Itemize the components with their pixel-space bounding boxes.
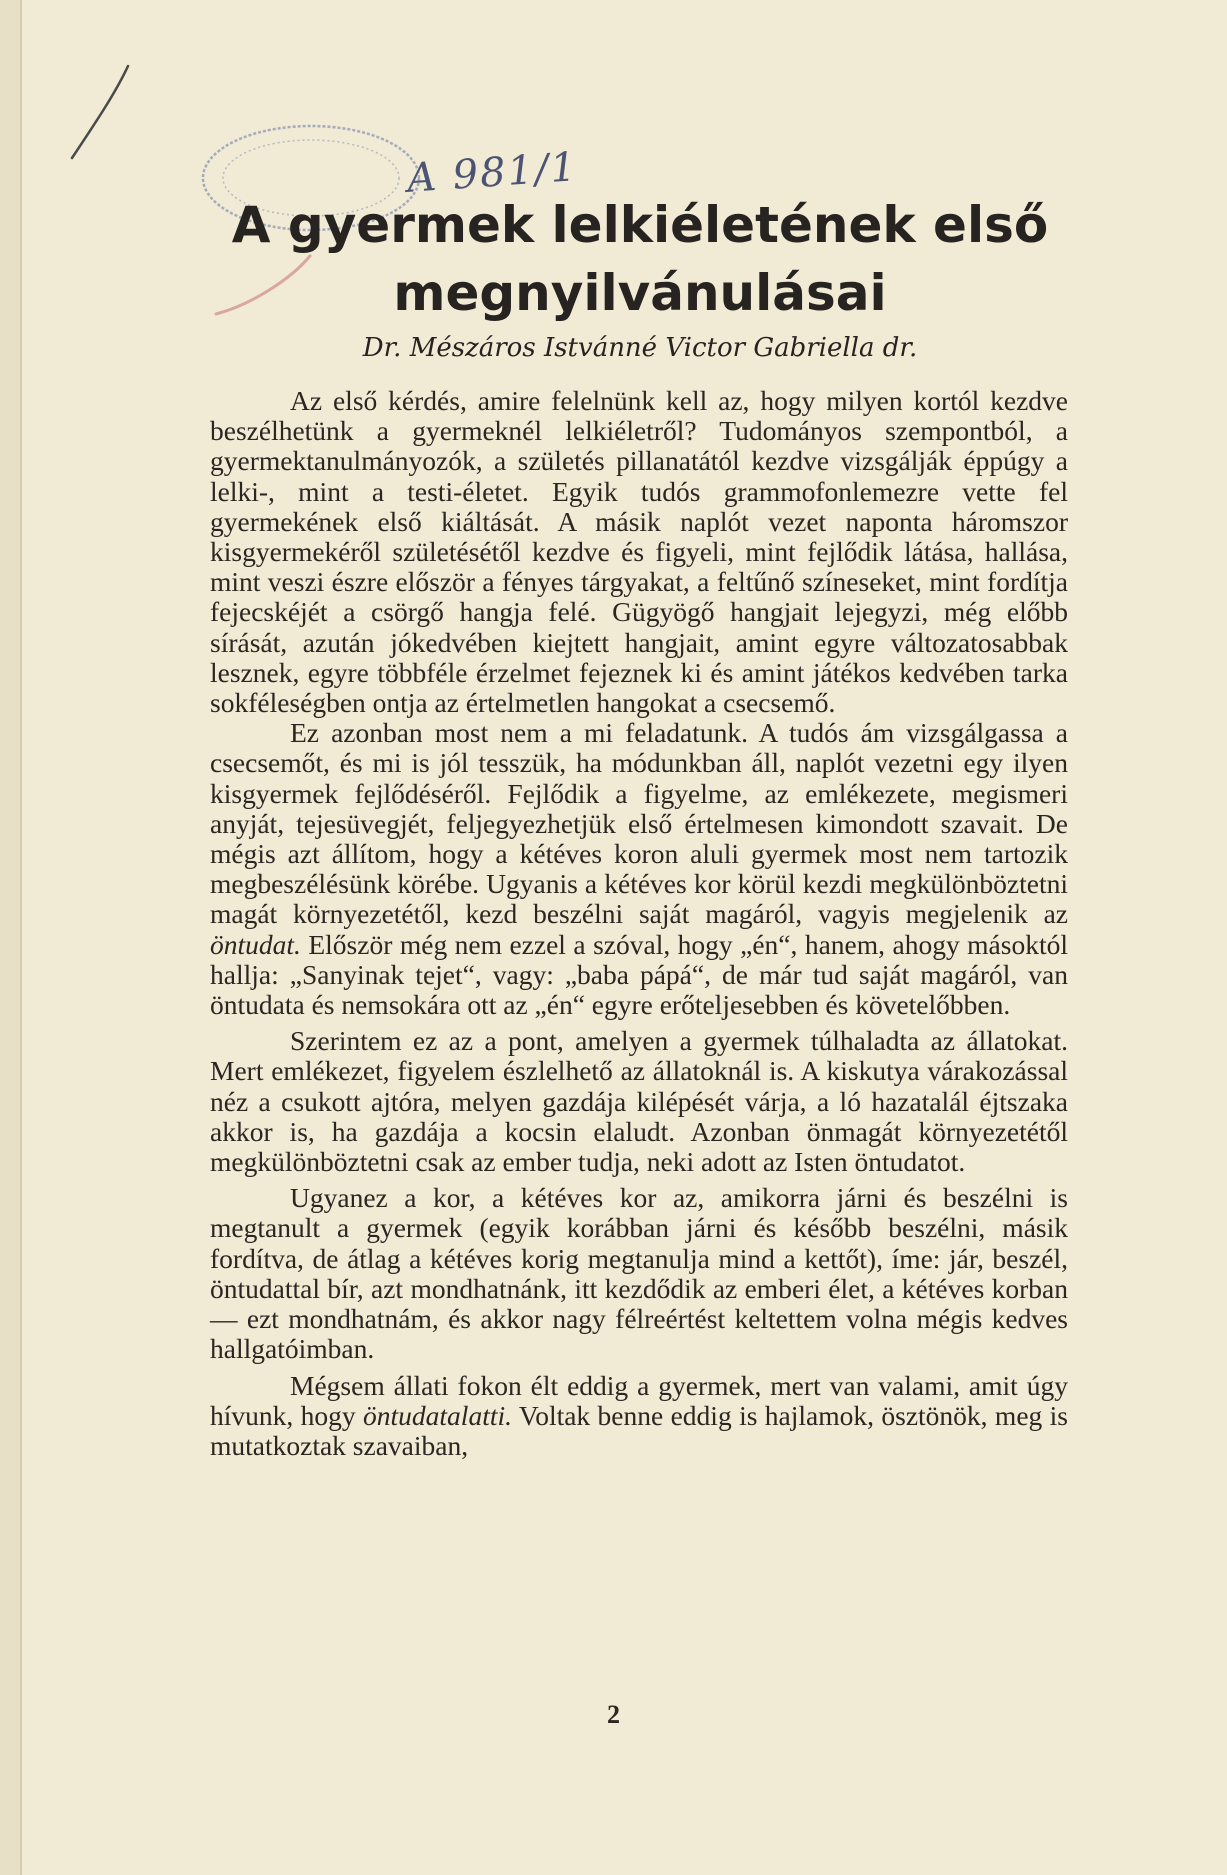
- article-title-line1: A gyermek lelkiéletének első: [231, 196, 1049, 254]
- emphasized-text: öntudatalatti.: [363, 1399, 512, 1431]
- paragraph-text: Ugyanez a kor, a kétéves kor az, amikorra járni és beszélni is megtanult a gyermek (egyik korábban járni és később beszélni, másik fordítva, de átlag a kétéves korig megtanulja mind a kettőt), íme: jár, beszél, öntudattal bír, azt mondhatnánk, itt kezdődik az emberi élet, a kétéves korban — ezt mondhatnám, és akkor nagy félreértést keltettem volna mégis kedves hallgatóimban.: [210, 1182, 1068, 1365]
- paragraph-text: Az első kérdés, amire felelnünk kell az, hogy milyen kortól kezdve beszélhetünk a gyermeknél lelkiéletről? Tudományos szempontból, a gyermektanulmányozók, a születés pillanatától kezdve vizsgálják éppúgy a lelki-, mint a testi-életet. Egyik tudós grammofonlemezre vette fel gyermekének első kiáltását. A másik naplót vezet naponta háromszor kisgyermekéről születésétől kezdve és figyeli, mint fejlődik látása, hallása, mint veszi észre először a fényes tárgyakat, a feltűnő színeseket, mint fordítja fejecskéjét a csörgő hangja felé. Gügyögő hangjait lejegyzi, még előbb sírását, azután jókedvében kiejtett hangjait, amint egyre változatosabbak lesznek, egyre többféle érzelmet fejeznek ki és amint játékos kedvében tarka sokféleségben ontja az értelmetlen hangokat a csecsemő.: [210, 385, 1068, 719]
- paragraph-text: Voltak benne eddig is hajlamok, ösztönök, meg is mutatkoztak szavaiban,: [210, 1399, 1068, 1461]
- author-name: Dr. Mészáros Istvánné Victor Gabriella dr.: [362, 333, 918, 363]
- paragraph-text: Ez azonban most nem a mi feladatunk. A tudós ám vizsgálgassa a csecsemőt, és mi is jól tesszük, ha módunkban áll, naplót vezetni egy ilyen kisgyermek fejlődéséről. Fejlődik a figyelme, az emlékezete, megismeri anyját, tejesüvegjét, feljegyezhetjük első értelmesen kimondott szavait. De mégis azt állítom, hogy a kétéves koron aluli gyermek most nem tartozik megbeszélésünk körébe. Ugyanis a kétéves kor körül kezdi megkülönböztetni magát környezetétől, kezd beszélni saját magáról, vagyis megjelenik az: [210, 717, 1068, 930]
- body-paragraph: [210, 1183, 1068, 1364]
- page-fold-line: [20, 0, 22, 1875]
- body-paragraph: [210, 1371, 1068, 1462]
- emphasized-text: öntudat.: [210, 928, 301, 960]
- paragraph-text: Szerintem ez az a pont, amelyen a gyermek túlhaladta az állatokat. Mert emlékezet, figyelem észlelhető az állatoknál is. A kiskutya várakozással néz a csukott ajtóra, melyen gazdája kilépését várja, a ló hazatalál éjtszaka akkor is, ha gazdája a kocsin elaludt. Azonban önmagát környezetétől megkülönböztetni csak az ember tudja, neki adott az Isten öntudatot.: [210, 1025, 1068, 1178]
- paragraph-text: Mégsem állati fokon élt eddig a gyermek, mert van valami, amit úgy hívunk, hogy: [210, 1369, 1068, 1431]
- page-edge: [0, 0, 20, 1875]
- body-paragraph: [210, 718, 1068, 1020]
- article-body: [210, 386, 1068, 1461]
- page-number: 2: [607, 1700, 620, 1729]
- pencil-slash-mark: [66, 62, 136, 162]
- body-paragraph: [210, 386, 1068, 718]
- article-title-line2: megnyilvánulásai: [393, 264, 887, 322]
- body-paragraph: [210, 1026, 1068, 1177]
- paragraph-text: Először még nem ezzel a szóval, hogy „én“, hanem, ahogy másoktól hallja: „Sanyinak tejet“, vagy: „baba pápá“, de már tud saját magáról, van öntudata és nemsokára ott az „én“ egyre erőteljesebben és követelőbben.: [210, 928, 1068, 1021]
- catalog-number: A 981/1: [405, 144, 580, 202]
